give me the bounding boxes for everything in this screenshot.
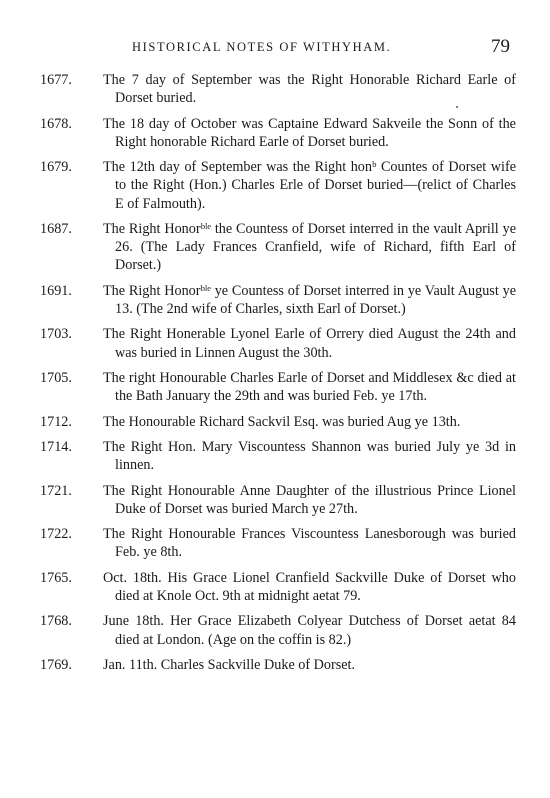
register-entry [40, 325, 516, 361]
entry-year: 1703. [40, 326, 72, 343]
entry-year: 1765. [40, 569, 72, 586]
entry-text: The Right Honourable Anne Daughter of the illustrious Prince Lionel Duke of Dorset was buried March ye 27th. [103, 482, 516, 517]
entry-text: The Right Honourable Frances Viscountess Lanesborough was buried Feb. ye 8th. [103, 526, 516, 561]
entry-year: 1678. [40, 115, 72, 132]
entry-text: The Right Hon. Mary Viscountess Shannon was buried July ye 3d in linnen. [103, 438, 516, 474]
register-entry [40, 656, 516, 674]
entry-text: June 18th. Her Grace Elizabeth Colyear Dutchess of Dorset aetat 84 died at London. (Age on the coffin is 82.) [103, 613, 516, 648]
entry-text: The Right Honerable Lyonel Earle of Orrery died August the 24th and was buried in Linnen August the 30th. [103, 326, 516, 361]
print-speck [456, 106, 458, 108]
entry-year: 1721. [40, 482, 72, 499]
register-entry [40, 525, 516, 561]
register-entry [40, 438, 516, 474]
entry-text: The Right Honorᵇˡᵉ ye Countess of Dorset interred in ye Vault August ye 13. (The 2nd wife of Charles, sixth Earl of Dorset.) [103, 282, 516, 317]
entry-year: 1687. [40, 220, 72, 237]
entry-text: The Honourable Richard Sackvil Esq. was buried Aug ye 13th. [103, 413, 461, 430]
entry-year: 1691. [40, 282, 72, 299]
entry-year: 1705. [40, 369, 72, 386]
entry-year: 1677. [40, 72, 72, 88]
register-entry [40, 482, 516, 518]
entry-text: The 18 day of October was Captaine Edward Sakveile the Sonn of the Right honorable Richard Earle of Dorset buried. [103, 115, 516, 150]
register-entry [40, 569, 516, 605]
entry-year: 1714. [40, 438, 72, 455]
register-entry [40, 612, 516, 648]
page-number: 79 [491, 36, 510, 57]
entry-year: 1769. [40, 656, 72, 673]
entry-text: The 12th day of September was the Right honᵇ Countes of Dorset wife to the Right (Hon.) Charles Erle of Dorset buried—(relict of Charles E of Falmouth). [103, 159, 516, 212]
register-entry [40, 115, 516, 151]
register-entry [40, 220, 516, 275]
register-entry [40, 158, 516, 213]
register-entry [40, 413, 516, 431]
entry-text: The Right Honorᵇˡᵉ the Countess of Dorset interred in the vault Aprill ye 26. (The Lady Frances Cranfield, wife of Richard, fifth Earl of Dorset.) [103, 220, 516, 274]
register-entry [40, 369, 516, 405]
entry-text: Oct. 18th. His Grace Lionel Cranfield Sackville Duke of Dorset who died at Knole Oct. 9th at midnight aetat 79. [103, 569, 516, 604]
entry-year: 1722. [40, 526, 72, 543]
register-entry [40, 71, 516, 107]
entry-year: 1768. [40, 613, 72, 630]
entry-text: Jan. 11th. Charles Sackville Duke of Dorset. [103, 656, 356, 673]
entry-text: The 7 day of September was the Right Honorable Richard Earle of Dorset buried. [103, 72, 516, 107]
page-header [40, 36, 516, 66]
entry-year: 1679. [40, 159, 72, 176]
running-title: HISTORICAL NOTES OF WITHYHAM. [132, 40, 392, 54]
entry-text: The right Honourable Charles Earle of Dorset and Middlesex &c died at the Bath January the 29th and was buried Feb. ye 17th. [103, 369, 516, 405]
register-entry [40, 282, 516, 318]
burial-register [40, 71, 516, 674]
entry-year: 1712. [40, 413, 72, 430]
